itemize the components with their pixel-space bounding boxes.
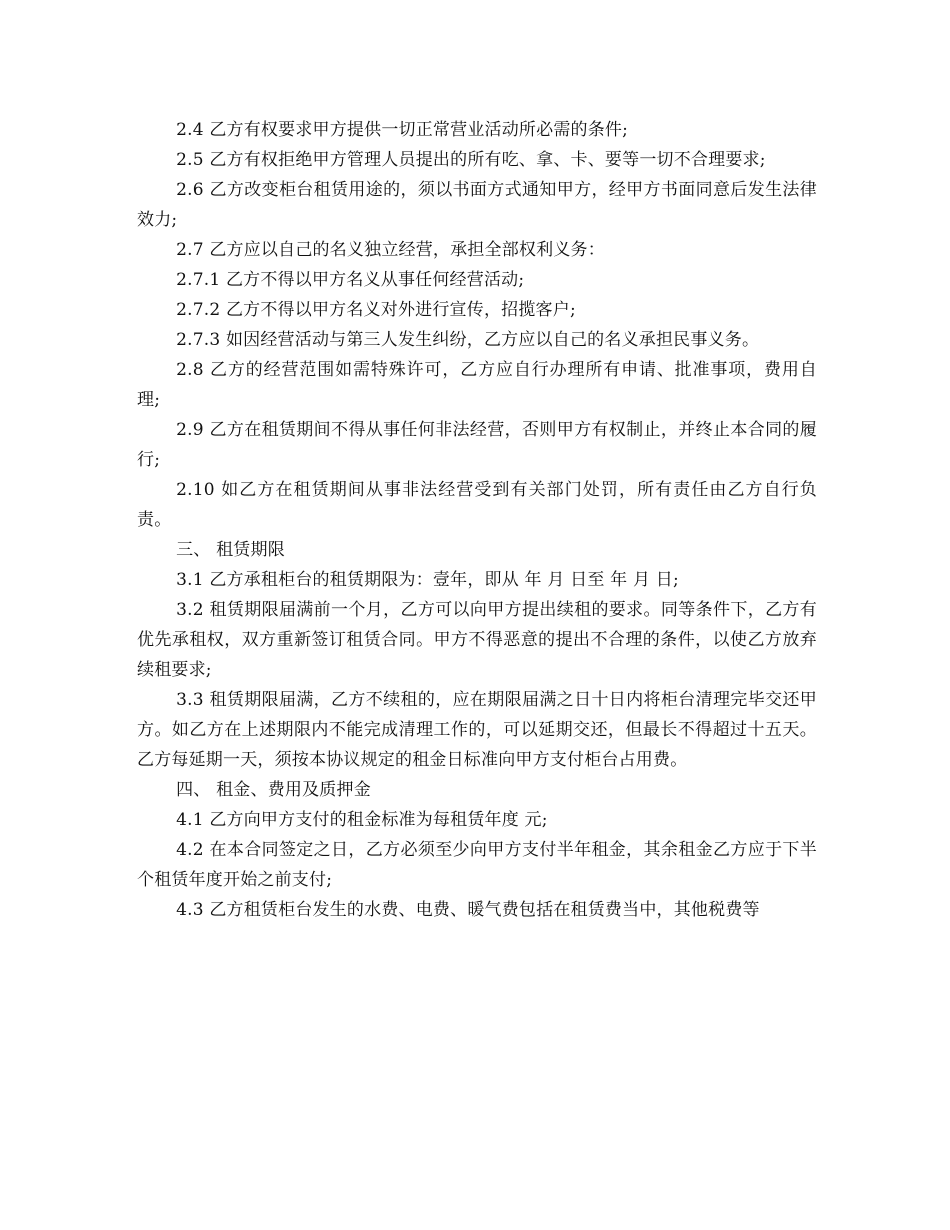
clause-2-7-1: 2.7.1 乙方不得以甲方名义从事任何经营活动; (176, 270, 525, 290)
section-heading-rent-fees-deposit: 四、 租金、费用及质押金 (176, 780, 371, 800)
clause-2-6: 2.6 乙方改变柜台租赁用途的，须以书面方式通知甲方，经甲方书面同意后发生法律效力; (137, 180, 817, 230)
clause-2-7-2: 2.7.2 乙方不得以甲方名义对外进行宣传，招揽客户; (176, 300, 576, 320)
contract-body (137, 115, 817, 925)
clause-2-4: 2.4 乙方有权要求甲方提供一切正常营业活动所必需的条件; (176, 120, 629, 140)
clause-2-7-3: 2.7.3 如因经营活动与第三人发生纠纷，乙方应以自己的名义承担民事义务。 (176, 330, 760, 350)
clause-4-1: 4.1 乙方向甲方支付的租金标准为每租赁年度 元; (176, 810, 548, 830)
clause-2-5: 2.5 乙方有权拒绝甲方管理人员提出的所有吃、拿、卡、要等一切不合理要求; (176, 150, 766, 170)
clause-3-2: 3.2 租赁期限届满前一个月，乙方可以向甲方提出续租的要求。同等条件下，乙方有优先承租权，双方重新签订租赁合同。甲方不得恶意的提出不合理的条件，以使乙方放弃续租要求; (137, 600, 817, 680)
clause-2-8: 2.8 乙方的经营范围如需特殊许可，乙方应自行办理所有申请、批准事项，费用自理; (137, 360, 817, 410)
clause-4-3: 4.3 乙方租赁柜台发生的水费、电费、暖气费包括在租赁费当中，其他税费等 (176, 900, 760, 920)
clause-3-1: 3.1 乙方承租柜台的租赁期限为：壹年，即从 年 月 日至 年 月 日; (176, 570, 679, 590)
clause-3-3: 3.3 租赁期限届满，乙方不续租的，应在期限届满之日十日内将柜台清理完毕交还甲方。如乙方在上述期限内不能完成清理工作的，可以延期交还，但最长不得超过十五天。乙方每延期一天，须按本协议规定的租金日标准向甲方支付柜台占用费。 (137, 690, 817, 770)
clause-4-2: 4.2 在本合同签定之日，乙方必须至少向甲方支付半年租金，其余租金乙方应于下半个租赁年度开始之前支付; (137, 840, 817, 890)
clause-2-10: 2.10 如乙方在租赁期间从事非法经营受到有关部门处罚，所有责任由乙方自行负责。 (137, 480, 817, 530)
clause-2-9: 2.9 乙方在租赁期间不得从事任何非法经营，否则甲方有权制止，并终止本合同的履行; (137, 420, 817, 470)
clause-2-7: 2.7 乙方应以自己的名义独立经营，承担全部权利义务： (176, 240, 605, 260)
section-heading-lease-term: 三、 租赁期限 (176, 540, 285, 560)
